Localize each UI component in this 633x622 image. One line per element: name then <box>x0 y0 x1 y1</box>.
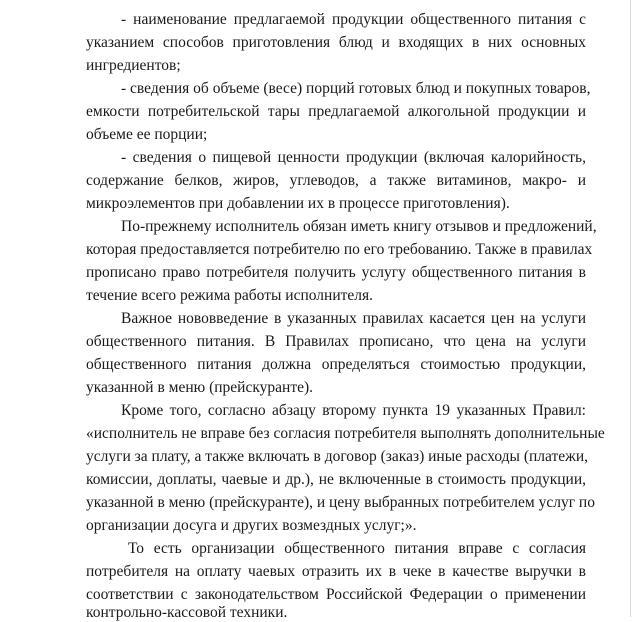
text-line-26: соответствии с законодательством Российской Федерации о применении <box>86 586 586 603</box>
text-line-5: емкости потребительской тары предлагаемой алкогольной продукции и <box>86 103 586 120</box>
text-line-16: общественного питания должна определяться стоимостью продукции, <box>86 356 586 373</box>
text-line-7: - сведения о пищевой ценности продукции (включая калорийность, <box>121 149 586 166</box>
text-line-12: прописано право потребителя получить услугу общественного питания в <box>86 264 586 281</box>
text-line-21: комиссии, доплаты, чаевые и др.), не включенные в стоимость продукции, <box>86 471 586 488</box>
text-line-19: «исполнитель не вправе без согласия потребителя выполнять дополнительные <box>86 425 605 442</box>
text-line-3: ингредиентов; <box>86 57 181 74</box>
text-line-11: которая предоставляется потребителю по его требованию. Также в правилах <box>86 241 593 258</box>
text-line-2: указанием способов приготовления блюд и входящих в них основных <box>86 34 586 51</box>
text-line-4: - сведения об объеме (весе) порций готовых блюд и покупных товаров, <box>121 80 591 97</box>
text-line-23: организации досуга и других возмездных услуг;». <box>86 517 417 534</box>
text-line-25: потребителя на оплату чаевых отразить их в чеке в качестве выручки в <box>86 563 586 580</box>
text-line-27: контрольно-кассовой техники. <box>86 604 288 621</box>
text-line-10: По-прежнему исполнитель обязан иметь книгу отзывов и предложений, <box>121 218 597 235</box>
text-line-13: течение всего режима работы исполнителя. <box>86 287 374 304</box>
text-line-1: - наименование предлагаемой продукции общественного питания с <box>121 11 586 28</box>
text-line-8: содержание белков, жиров, углеводов, а также витаминов, макро- и <box>86 172 586 189</box>
text-line-20: услуги за плату, а также включать в договор (заказ) иные расходы (платежи, <box>86 448 589 465</box>
text-line-6: объеме ее порции; <box>86 126 208 143</box>
text-line-24: То есть организации общественного питания вправе с согласия <box>128 540 586 557</box>
text-line-22: указанной в меню (прейскуранте), и цену выбранных потребителем услуг по <box>86 494 595 511</box>
page-edge-shadow <box>630 0 631 617</box>
text-line-18: Кроме того, согласно абзацу второму пункта 19 указанных Правил: <box>121 402 586 419</box>
text-line-17: указанной в меню (прейскуранте). <box>86 379 314 396</box>
text-line-15: общественного питания. В Правилах прописано, что цена на услуги <box>86 333 586 350</box>
text-line-14: Важное нововведение в указанных правилах касается цен на услуги <box>121 310 586 327</box>
text-line-9: микроэлементов при добавлении их в процессе приготовления). <box>86 195 510 212</box>
